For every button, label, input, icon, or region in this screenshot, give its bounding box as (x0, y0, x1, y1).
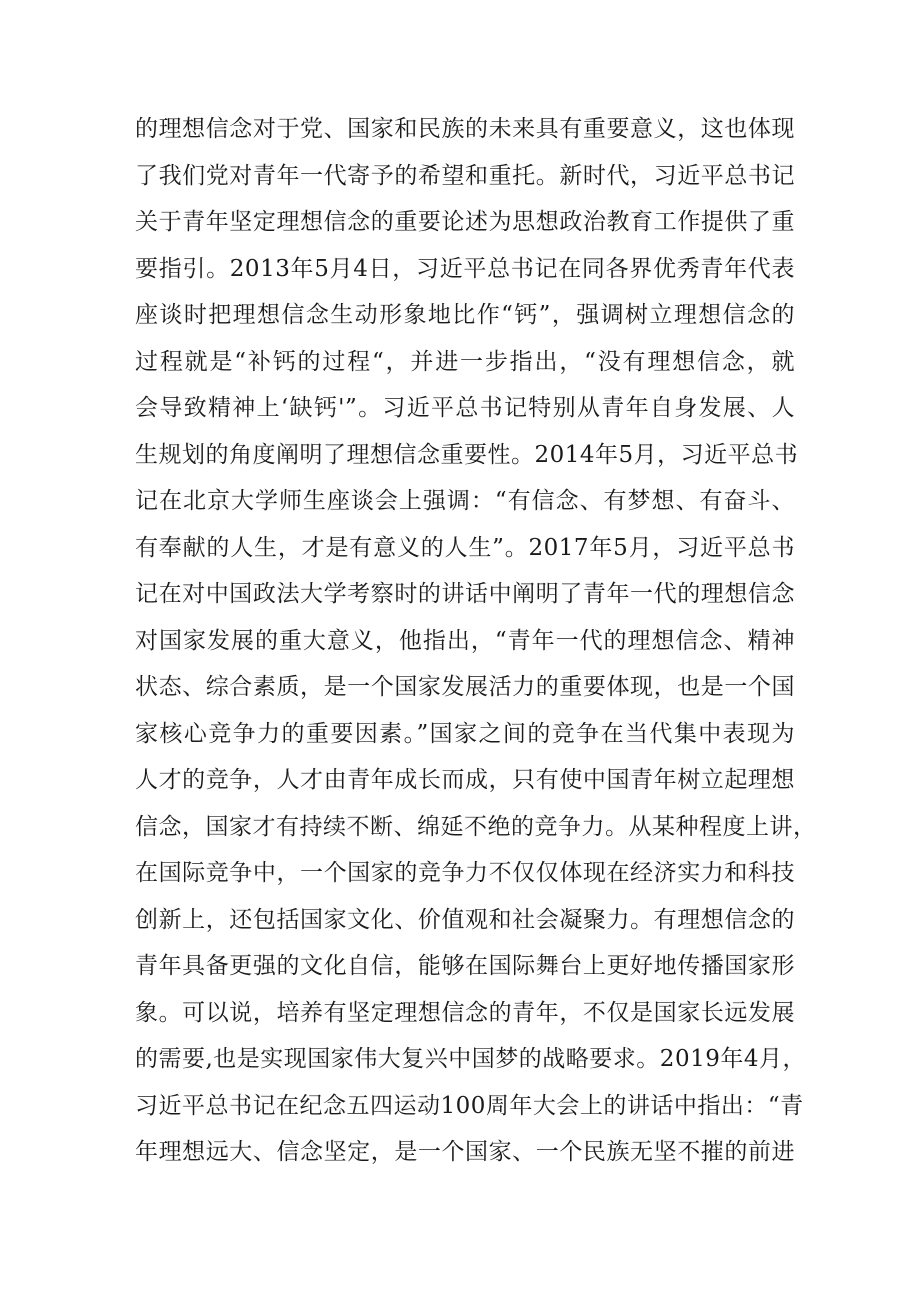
text-line: 会导致精神上‘缺钙'”。习近平总书记特别从青年自身发展、人 (135, 395, 795, 421)
text-line: 生规划的角度阐明了理想信念重要性。2014年5月，习近平总书 (135, 441, 799, 468)
text-line: 记在对中国政法大学考察时的讲话中阐明了青年一代的理想信念 (135, 581, 795, 607)
text-line: 有奉献的人生，才是有意义的人生”。2017年5月，习近平总书 (135, 534, 795, 561)
text-line: 了我们党对青年一代寄予的希望和重托。新时代，习近平总书记 (135, 162, 795, 189)
text-line: 要指引。2013年5月4日，习近平总书记在同各界优秀青年代表 (135, 255, 795, 282)
text-line: 在国际竞争中，一个国家的竞争力不仅仅体现在经济实力和科技 (135, 860, 795, 886)
text-line: 人才的竞争，人才由青年成长而成，只有使中国青年树立起理想 (135, 767, 795, 793)
text-line: 关于青年坚定理想信念的重要论述为思想政治教育工作提供了重 (135, 209, 795, 235)
text-line: 创新上，还包括国家文化、价值观和社会凝聚力。有理想信念的 (135, 906, 795, 933)
text-line: 对国家发展的重大意义，他指出，“青年一代的理想信念、精神 (135, 627, 795, 654)
text-line: 年理想远大、信念坚定，是一个国家、一个民族无坚不摧的前进 (135, 1139, 795, 1165)
text-line: 家核心竞争力的重要因素。”国家之间的竞争在当代集中表现为 (135, 720, 795, 747)
text-line: 象。可以说，培养有坚定理想信念的青年，不仅是国家长远发展 (135, 999, 795, 1026)
text-line: 习近平总书记在纪念五四运动100周年大会上的讲话中指出：“青 (135, 1092, 804, 1119)
text-line: 的理想信念对于党、国家和民族的未来具有重要意义，这也体现 (135, 116, 795, 142)
text-line: 过程就是“补钙的过程“，并进一步指出，“没有理想信念，就 (135, 348, 795, 375)
text-line: 状态、综合素质，是一个国家发展活力的重要体现，也是一个国 (135, 674, 795, 700)
text-line: 的需要,也是实现国家伟大复兴中国梦的战略要求。2019年4月， (135, 1046, 806, 1072)
text-line: 信念，国家才有持续不断、绵延不绝的竞争力。从某种程度上讲， (135, 813, 817, 840)
text-line: 座谈时把理想信念生动形象地比作“钙”，强调树立理想信念的 (135, 302, 795, 328)
text-line: 记在北京大学师生座谈会上强调：“有信念、有梦想、有奋斗、 (135, 488, 795, 514)
body-text (135, 106, 817, 1176)
text-line: 青年具备更强的文化自信，能够在国际舞台上更好地传播国家形 (135, 953, 795, 979)
